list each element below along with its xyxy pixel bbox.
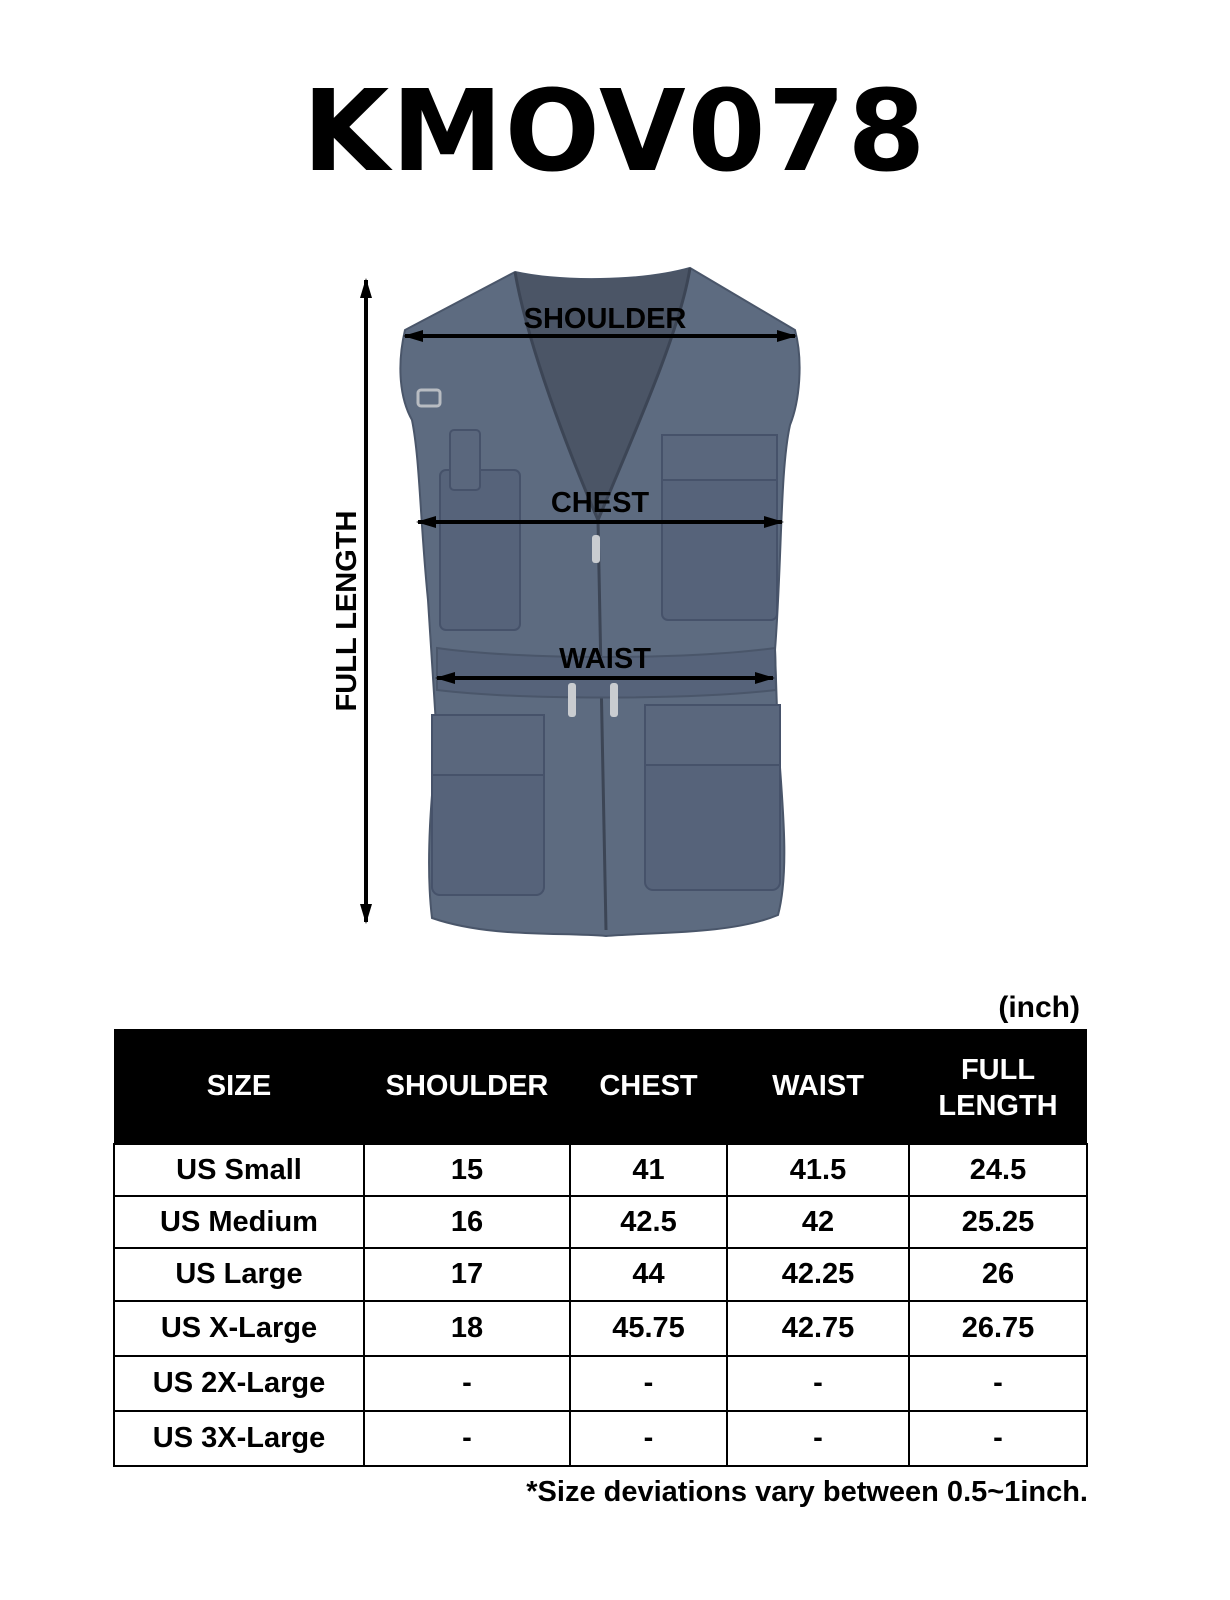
header-full-length-line1: FULL: [960, 1054, 1036, 1086]
table-row: [114, 1248, 1087, 1301]
cell-chest: 44: [570, 1248, 727, 1301]
unit-label: (inch): [998, 991, 1080, 1024]
size-chart-table: [113, 1029, 1088, 1467]
cell-length: 25.25: [909, 1196, 1087, 1248]
header-size: SIZE: [114, 1029, 364, 1144]
header-full-length-line2: LENGTH: [938, 1090, 1058, 1122]
cell-size: US X-Large: [114, 1301, 364, 1356]
cell-chest: -: [570, 1356, 727, 1411]
cell-length: 26.75: [909, 1301, 1087, 1356]
vest-illustration: [400, 268, 799, 936]
size-deviation-note: *Size deviations vary between 0.5~1inch.: [526, 1476, 1088, 1508]
table-row: [114, 1301, 1087, 1356]
header-full-length: [909, 1029, 1087, 1144]
table-row: [114, 1144, 1087, 1196]
table-row: [114, 1411, 1087, 1466]
cell-waist: 41.5: [727, 1144, 909, 1196]
waist-label: WAIST: [559, 643, 651, 675]
chest-label: CHEST: [550, 487, 650, 519]
cell-waist: 42: [727, 1196, 909, 1248]
cell-length: 24.5: [909, 1144, 1087, 1196]
table-header-row: [114, 1029, 1087, 1144]
cell-size: US 2X-Large: [114, 1356, 364, 1411]
cell-size: US Medium: [114, 1196, 364, 1248]
shoulder-label: SHOULDER: [523, 303, 687, 335]
cell-chest: -: [570, 1411, 727, 1466]
cell-length: -: [909, 1356, 1087, 1411]
cell-shoulder: 16: [364, 1196, 570, 1248]
cell-waist: -: [727, 1356, 909, 1411]
table-row: [114, 1356, 1087, 1411]
cell-shoulder: -: [364, 1411, 570, 1466]
cell-chest: 41: [570, 1144, 727, 1196]
cell-shoulder: 18: [364, 1301, 570, 1356]
header-shoulder: SHOULDER: [364, 1029, 570, 1144]
cell-shoulder: -: [364, 1356, 570, 1411]
cell-chest: 45.75: [570, 1301, 727, 1356]
cell-shoulder: 17: [364, 1248, 570, 1301]
cell-chest: 42.5: [570, 1196, 727, 1248]
table-row: [114, 1196, 1087, 1248]
cell-length: -: [909, 1411, 1087, 1466]
cell-waist: 42.25: [727, 1248, 909, 1301]
header-waist: WAIST: [727, 1029, 909, 1144]
product-code-title: KMOV078: [302, 67, 928, 197]
full-length-label: FULL LENGTH: [331, 510, 363, 712]
cell-shoulder: 15: [364, 1144, 570, 1196]
cell-size: US 3X-Large: [114, 1411, 364, 1466]
cell-length: 26: [909, 1248, 1087, 1301]
cell-waist: 42.75: [727, 1301, 909, 1356]
cell-size: US Large: [114, 1248, 364, 1301]
cell-waist: -: [727, 1411, 909, 1466]
header-chest: CHEST: [570, 1029, 727, 1144]
cell-size: US Small: [114, 1144, 364, 1196]
